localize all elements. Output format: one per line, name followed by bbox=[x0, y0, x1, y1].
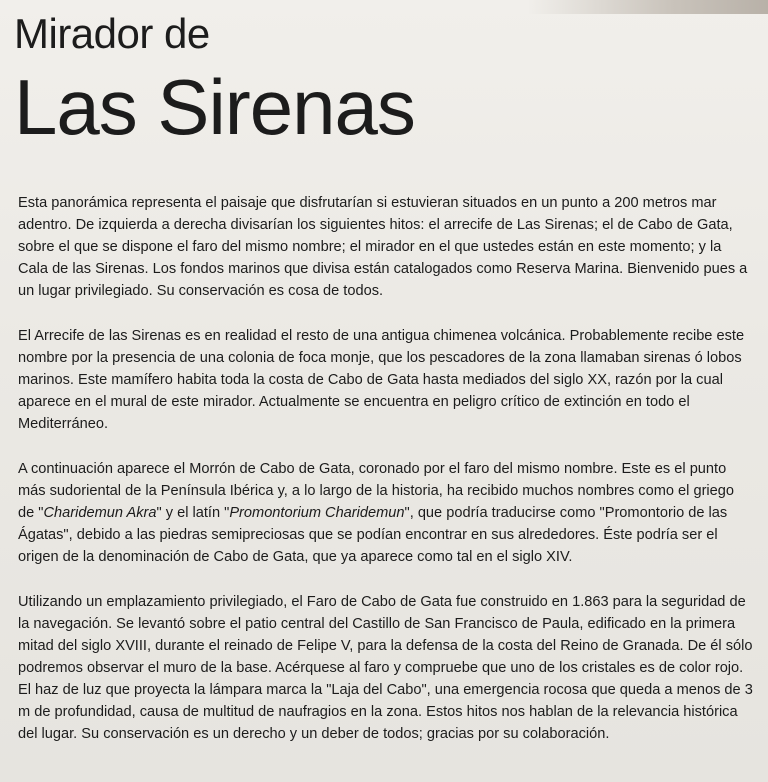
paragraph-morron-latin-name: Promontorium Charidemun bbox=[229, 505, 405, 521]
paragraph-morron-greek-name: Charidemun Akra bbox=[43, 505, 157, 521]
wall-edge-shadow bbox=[528, 0, 768, 14]
sign-body bbox=[18, 192, 754, 745]
paragraph-morron-text-2: " y el latín " bbox=[156, 505, 230, 521]
paragraph-morron-text-3: ", que podría traducirse como "Promontorio de las Ágatas", debido a las piedras semipreciosas que se podían encontrar en sus alrededores. Éste podría ser el origen de la denominación de Cabo de Gata, que ya aparece como tal en el siglo XIV. bbox=[18, 505, 728, 565]
paragraph-faro: Utilizando un emplazamiento privilegiado, el Faro de Cabo de Gata fue construido en 1.863 para la seguridad de la navegación. Se levantó sobre el patio central del Castillo de San Francisco de Paula, edificado en la primera mitad del siglo XVIII, durante el reinado de Felipe V, para la defensa de la costa del Reino de Granada. De él sólo podremos observar el muro de la base. Acérquese al faro y compruebe que uno de los cristales es de color rojo. El haz de luz que proyecta la lámpara marca la "Laja del Cabo", una emergencia rocosa que queda a menos de 3 m de profundidad, causa de multitud de naufragios en la zona. Estos hitos nos hablan de la relevancia histórica del lugar. Su conservación es un derecho y un deber de todos; gracias por su colaboración. bbox=[18, 594, 753, 742]
paragraph-arrecife: El Arrecife de las Sirenas es en realidad el resto de una antigua chimenea volcánica. Probablemente recibe este nombre por la presencia de una colonia de foca monje, que los pescadores de la zona llamaban sirenas ó lobos marinos. Este mamífero habita toda la costa de Cabo de Gata hasta mediados del siglo XX, razón por la cual aparece en el mural de este mirador. Actualmente se encuentra en peligro crítico de extinción en todo el Mediterráneo. bbox=[18, 328, 745, 432]
sign-title-line-1: Mirador de bbox=[14, 10, 210, 57]
paragraph-panorama: Esta panorámica representa el paisaje que disfrutarían si estuvieran situados en un punto a 200 metros mar adentro. De izquierda a derecha divisarían los siguientes hitos: el arrecife de Las Sirenas; el de Cabo de Gata, sobre el que se dispone el faro del mismo nombre; el mirador en el que ustedes están en este momento; y la Cala de las Sirenas. Los fondos marinos que divisa están catalogados como Reserva Marina. Bienvenido pues a un lugar privilegiado. Su conservación es cosa de todos. bbox=[18, 195, 748, 299]
paragraph-morron bbox=[18, 458, 754, 568]
paragraph-morron-text-1: A continuación aparece el Morrón de Cabo de Gata, coronado por el faro del mismo nombre. Este es el punto más sudoriental de la Península Ibérica y, a lo largo de la historia, ha recibido muchos nombres como el griego de " bbox=[18, 461, 735, 521]
sign-title-line-2: Las Sirenas bbox=[14, 63, 415, 151]
